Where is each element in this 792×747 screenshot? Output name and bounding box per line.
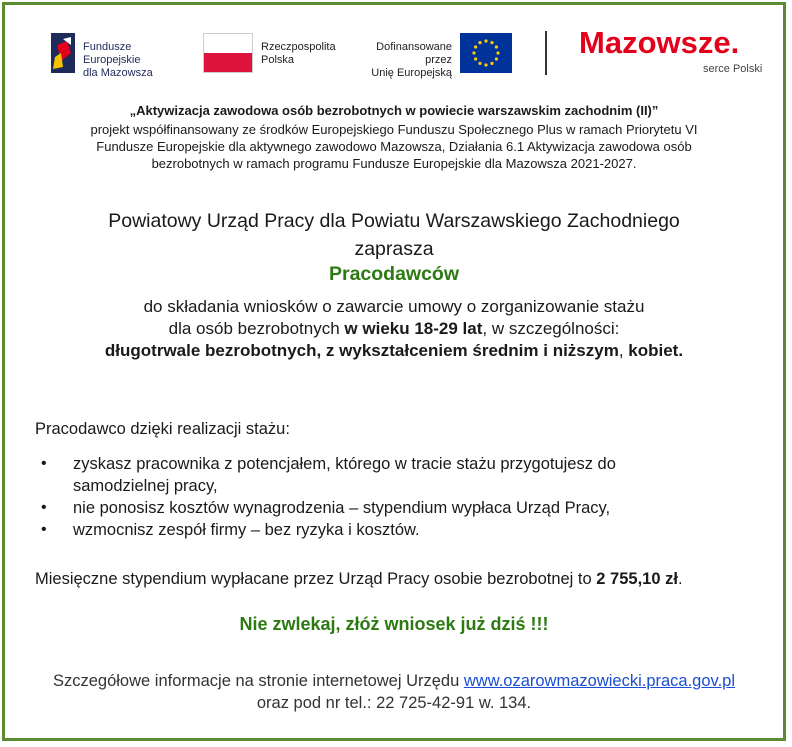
logo-bar (5, 5, 783, 95)
eu-logo (350, 29, 515, 77)
eu-label: Dofinansowane przez Unię Europejską (371, 41, 452, 79)
project-title: „Aktywizacja zawodowa osób bezrobotnych w powiecie warszawskim zachodnim (II)” (129, 103, 659, 118)
benefit-item: • wzmocnisz zespół firmy – bez ryzyka i kosztów. (35, 519, 693, 541)
benefits-intro: Pracodawco dzięki realizacji stażu: (35, 420, 290, 438)
page-frame (2, 2, 786, 741)
logo-divider (545, 31, 547, 75)
poland-label: Rzeczpospolita Polska (261, 41, 336, 66)
contact-info: Szczegółowe informacje na stronie internetowej Urzędu www.ozarowmazowiecki.praca.gov.pl oraz pod nr tel.: 22 725-42-91 w. 134. (5, 670, 783, 714)
website-link[interactable]: www.ozarowmazowiecki.praca.gov.pl (463, 672, 735, 690)
eu-flag-icon (460, 33, 512, 73)
fe-star-icon (47, 31, 79, 75)
poland-flag-icon (203, 33, 253, 73)
invitation-line-2: dla osób bezrobotnych w wieku 18-29 lat, w szczególności: (168, 319, 620, 338)
invitation-line-1: do składania wniosków o zawarcie umowy o zorganizowanie stażu (143, 297, 645, 316)
mazowsze-logo (575, 25, 775, 79)
mazowsze-tagline: serce Polski (703, 63, 763, 75)
mazowsze-wordmark: Mazowsze. (579, 25, 740, 60)
benefit-item: • nie ponosisz kosztów wynagrodzenia – stypendium wypłaca Urząd Pracy, (35, 497, 693, 519)
call-to-action: Nie zwlekaj, złóż wniosek już dziś !!! (239, 614, 549, 634)
benefit-item: • zyskasz pracownika z potencjałem, którego w tracie stażu przygotujesz do samodzielnej pracy, (35, 453, 693, 497)
stipend-amount: 2 755,10 zł (596, 570, 678, 588)
invitation-description (5, 296, 783, 362)
project-description: projekt współfinansowany ze środków Europejskiego Funduszu Społecznego Plus w ramach Priorytetu VI Fundusze Europejskie dla aktywnego zawodowo Mazowsza, Działania 6.1 Aktywizacja zawodowa osób bezrobotnych w ramach programu Fundusze Europejskie dla Mazowsza 2021-2027. (90, 122, 698, 171)
organization-heading (5, 207, 783, 263)
benefits-list (35, 453, 693, 541)
fe-logo (47, 29, 187, 77)
phone-line: oraz pod nr tel.: 22 725-42-91 w. 134. (256, 694, 532, 712)
invite-verb: zaprasza (354, 238, 434, 260)
invitation-line-3: długotrwale bezrobotnych, z wykształceniem średnim i niższym, kobiet. (104, 341, 684, 360)
stipend-info: Miesięczne stypendium wypłacane przez Urząd Pracy osobie bezrobotnej to 2 755,10 zł. (35, 570, 683, 588)
fe-label: Fundusze Europejskie dla Mazowsza (83, 41, 153, 79)
audience-heading: Pracodawców (328, 263, 460, 285)
organization-name: Powiatowy Urząd Pracy dla Powiatu Warszawskiego Zachodniego (108, 210, 680, 232)
poland-logo (203, 29, 336, 77)
